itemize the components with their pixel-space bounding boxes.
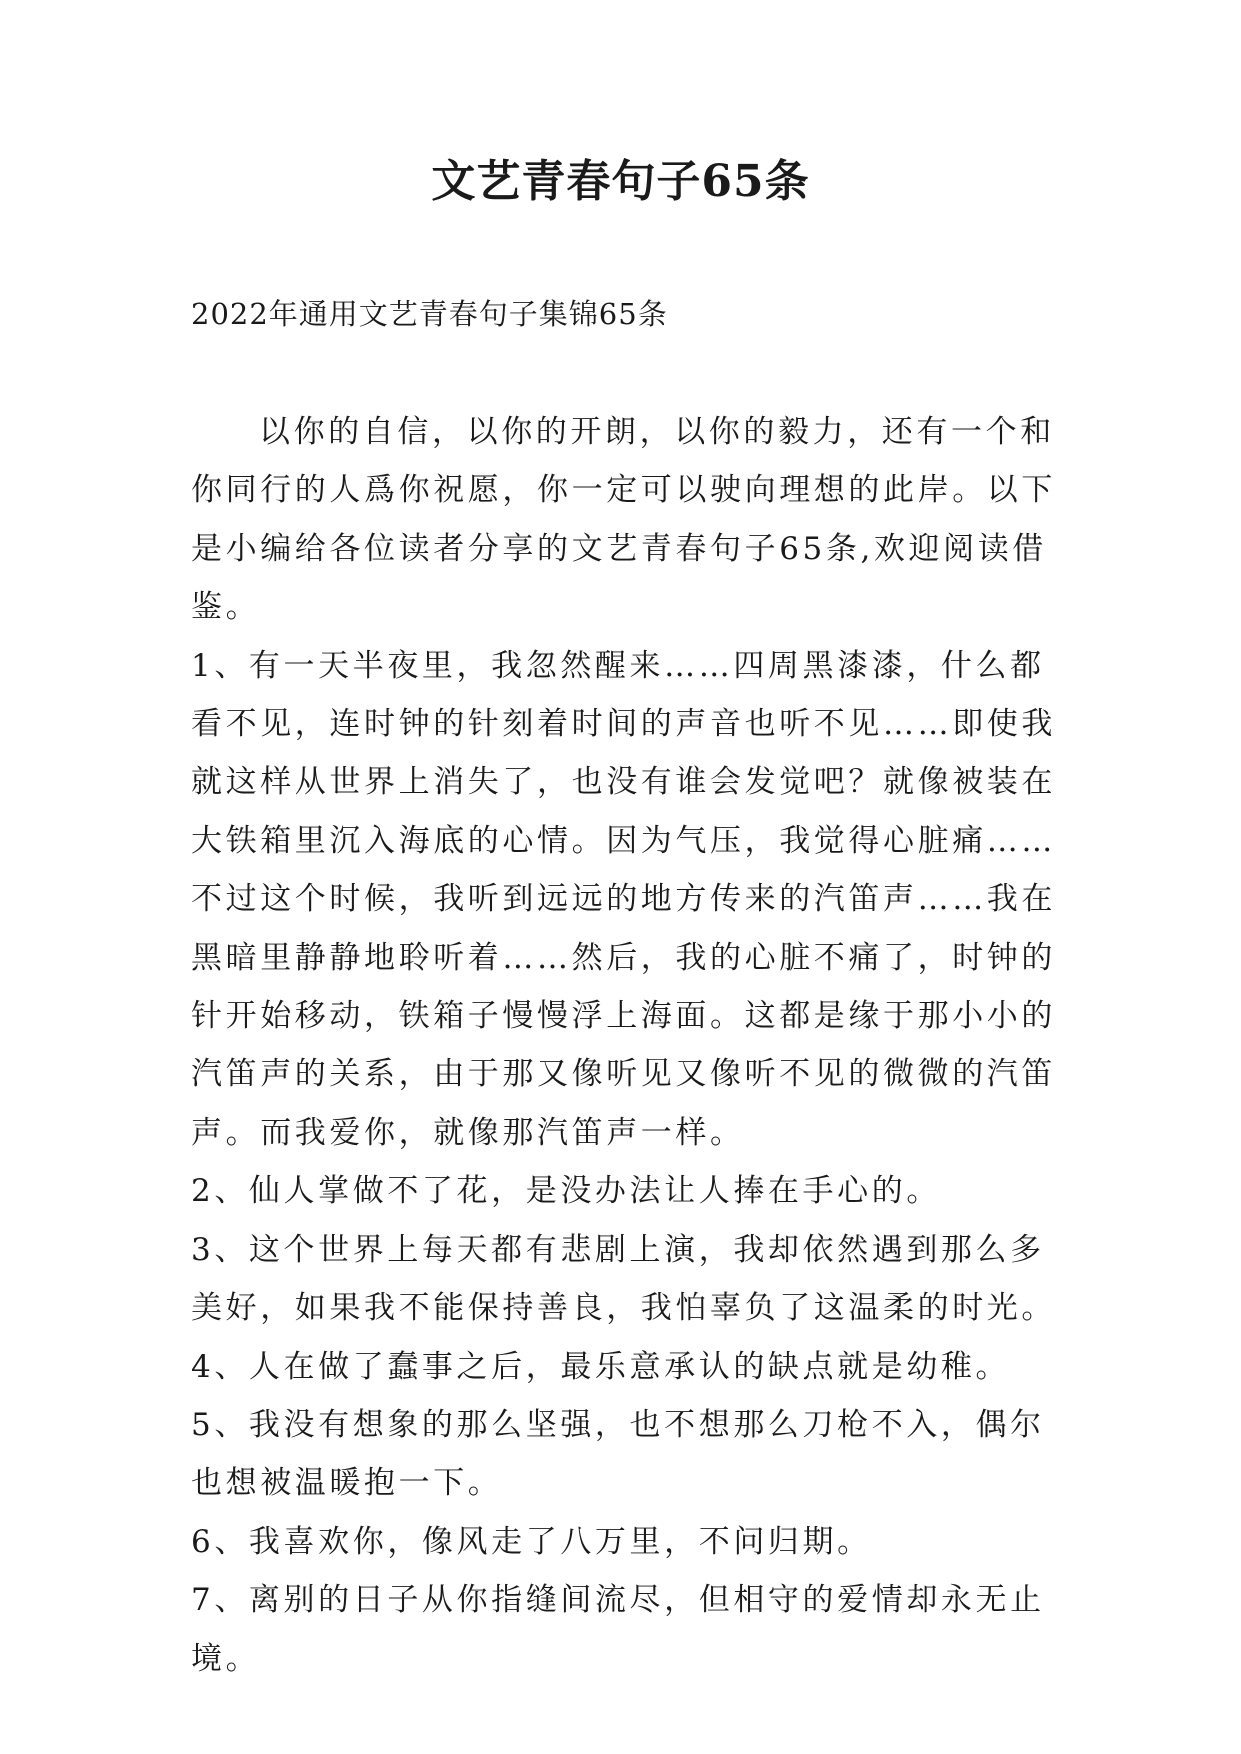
list-item: 6、我喜欢你，像风走了八万里，不问归期。 — [191, 1523, 872, 1560]
list-item: 3、这个世界上每天都有悲剧上演，我却依然遇到那么多美好，如果我不能保持善良，我怕辜负了这温柔的时光。 — [191, 1231, 1056, 1327]
list-item: 1、有一天半夜里，我忽然醒来……四周黑漆漆，什么都看不见，连时钟的针刻着时间的声音也听不见……即使我就这样从世界上消失了，也没有谁会发觉吧？就像被装在大铁箱里沉入海底的心情。因为气压，我觉得心脏痛……不过这个时候，我听到远远的地方传来的汽笛声……我在黑暗里静静地聆听着……然后，我的心脏不痛了，时钟的针开始移动，铁箱子慢慢浮上海面。这都是缘于那小小的汽笛声的关系，由于那又像听见又像听不见的微微的汽笛声。而我爱你，就像那汽笛声一样。 — [191, 647, 1056, 1151]
list-item: 2、仙人掌做不了花，是没办法让人捧在手心的。 — [191, 1173, 941, 1210]
list-item: 5、我没有想象的那么坚强，也不想那么刀枪不入，偶尔也想被温暖抱一下。 — [191, 1406, 1045, 1502]
document-body — [191, 403, 1071, 1688]
list-item: 7、离别的日子从你指缝间流尽，但相守的爱情却永无止境。 — [191, 1582, 1045, 1677]
intro-paragraph: 以你的自信，以你的开朗，以你的毅力，还有一个和你同行的人爲你祝愿，你一定可以驶向理想的此岸。以下是小编给各位读者分享的文艺青春句子65条,欢迎阅读借鉴。 — [191, 414, 1056, 626]
list-item: 4、人在做了蠢事之后，最乐意承认的缺点就是幼稚。 — [191, 1348, 1011, 1385]
document-title: 文艺青春句子65条 — [431, 156, 810, 207]
document-subtitle: 2022年通用文艺青春句子集锦65条 — [191, 297, 668, 331]
